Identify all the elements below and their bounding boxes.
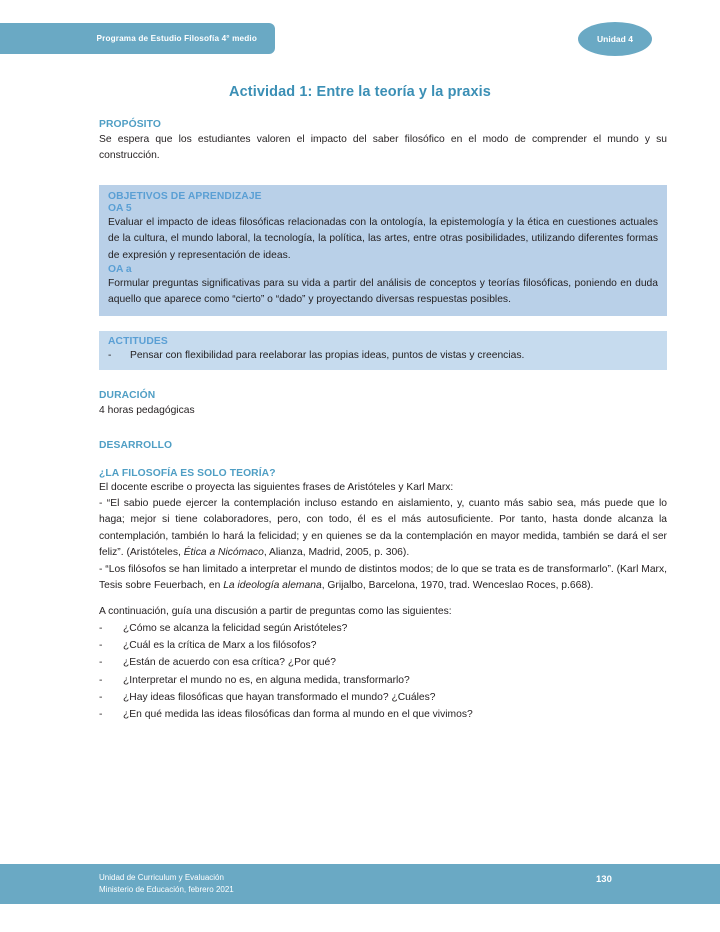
objetivo-code: OA 5 xyxy=(108,202,132,214)
objetivo-text: Formular preguntas significativas para su vida a partir del análisis de conceptos y teorías filosóficas, poniendo en duda aquello que aparece como “cierto” o “dado” y proyectando diversas respuestas posibles. xyxy=(108,278,658,306)
question-item xyxy=(99,706,667,723)
section-desarrollo xyxy=(99,440,667,723)
header-banner xyxy=(0,23,275,54)
unit-badge xyxy=(578,22,652,56)
desarrollo-heading: DESARROLLO xyxy=(99,439,173,451)
bullet-dash-icon: - xyxy=(99,657,103,669)
section-actitudes-box xyxy=(99,331,667,370)
question-item xyxy=(99,689,667,706)
footer-line-1: Unidad de Curriculum y Evaluación xyxy=(99,873,224,882)
spacer xyxy=(99,165,667,185)
page-number: 130 xyxy=(596,874,612,885)
question-item xyxy=(99,672,667,689)
quote-marx xyxy=(99,562,667,595)
spacer xyxy=(99,420,667,440)
objetivo-item xyxy=(108,264,658,309)
spacer xyxy=(99,316,667,331)
desarrollo-subheading: ¿LA FILOSOFÍA ES SOLO TEORÍA? xyxy=(99,467,276,479)
spacer xyxy=(99,595,667,604)
bullet-dash-icon: - xyxy=(108,349,112,361)
section-objetivos-box xyxy=(99,185,667,316)
spacer xyxy=(99,370,667,390)
duracion-heading: DURACIÓN xyxy=(99,390,156,402)
objetivo-text: Evaluar el impacto de ideas filosóficas relacionadas con la ontología, la epistemología y la ética en cuestiones actuales de la cultura, el mundo laboral, la tecnología, la política, las artes, entre otras posibilidades, utilizando diferentes formas de expresión y representación de ideas. xyxy=(108,216,658,261)
quote-aristoteles-citation: , Alianza, Madrid, 2005, p. 306). xyxy=(263,547,410,559)
question-text: ¿Cuál es la crítica de Marx a los filósofos? xyxy=(123,640,317,652)
bullet-dash-icon: - xyxy=(99,640,103,652)
actitudes-heading: ACTITUDES xyxy=(108,335,168,347)
question-text: ¿Cómo se alcanza la felicidad según Aristóteles? xyxy=(123,622,348,634)
section-duracion xyxy=(99,390,667,419)
question-text: ¿Están de acuerdo con esa crítica? ¿Por qué? xyxy=(123,657,336,669)
quote-aristoteles-work: Ética a Nicómaco xyxy=(183,547,264,559)
question-item xyxy=(99,637,667,654)
bullet-dash-icon: - xyxy=(99,708,103,720)
footer-institution xyxy=(99,872,234,895)
objetivo-code: OA a xyxy=(108,264,132,276)
objetivo-item xyxy=(108,203,658,264)
actitud-item xyxy=(108,348,658,364)
duracion-body: 4 horas pedagógicas xyxy=(99,405,195,417)
quote-aristoteles xyxy=(99,496,667,562)
program-title-label: Programa de Estudio Filosofía 4° medio xyxy=(96,34,257,43)
section-proposito xyxy=(99,119,667,165)
questions-intro: A continuación, guía una discusión a partir de preguntas como las siguientes: xyxy=(99,605,452,617)
bullet-dash-icon: - xyxy=(99,622,103,634)
question-text: ¿Interpretar el mundo no es, en alguna medida, transformarlo? xyxy=(123,674,410,686)
page-title: Actividad 1: Entre la teoría y la praxis xyxy=(229,84,491,100)
proposito-body: Se espera que los estudiantes valoren el impacto del saber filosófico en el modo de comprender el mundo y su construcción. xyxy=(99,134,667,162)
spacer xyxy=(99,453,667,468)
unit-badge-label: Unidad 4 xyxy=(597,34,633,44)
objetivos-heading: OBJETIVOS DE APRENDIZAJE xyxy=(108,190,262,202)
question-item xyxy=(99,620,667,637)
footer-line-2: Ministerio de Educación, febrero 2021 xyxy=(99,884,234,894)
quote-aristoteles-text: - “El sabio puede ejercer la contemplación incluso estando en aislamiento, y, cuanto más sabio sea, más puede que lo haga; mejor si tiene colaboradores, pero, con todo, él es el más autosuficiente. Por tanto, hasta donde alcanza la contemplación, también lo hará la felicidad; y en quienes se da la contemplación en mayor medida, también se dará el ser feliz”. (Aristóteles, xyxy=(99,498,667,559)
bullet-dash-icon: - xyxy=(99,674,103,686)
bullet-dash-icon: - xyxy=(99,691,103,703)
question-text: ¿Hay ideas filosóficas que hayan transformado el mundo? ¿Cuáles? xyxy=(123,691,436,703)
quote-marx-text: - “Los filósofos se han limitado a interpretar el mundo de distintos modos; de lo que se trata es de transformarlo”. (Karl Marx, Tesis sobre Feuerbach, en xyxy=(99,563,667,592)
actitud-text: Pensar con flexibilidad para reelaborar las propias ideas, puntos de vistas y creencias. xyxy=(130,349,525,361)
quote-marx-citation: , Grijalbo, Barcelona, 1970, trad. Wenceslao Roces, p.668). xyxy=(321,580,594,592)
desarrollo-intro: El docente escribe o proyecta las siguientes frases de Aristóteles y Karl Marx: xyxy=(99,481,454,493)
question-item xyxy=(99,654,667,671)
quote-marx-work: La ideología alemana xyxy=(223,580,322,592)
proposito-heading: PROPÓSITO xyxy=(99,119,161,130)
questions-list xyxy=(99,620,667,723)
question-text: ¿En qué medida las ideas filosóficas dan forma al mundo en el que vivimos? xyxy=(123,708,473,720)
document-body xyxy=(99,119,667,723)
